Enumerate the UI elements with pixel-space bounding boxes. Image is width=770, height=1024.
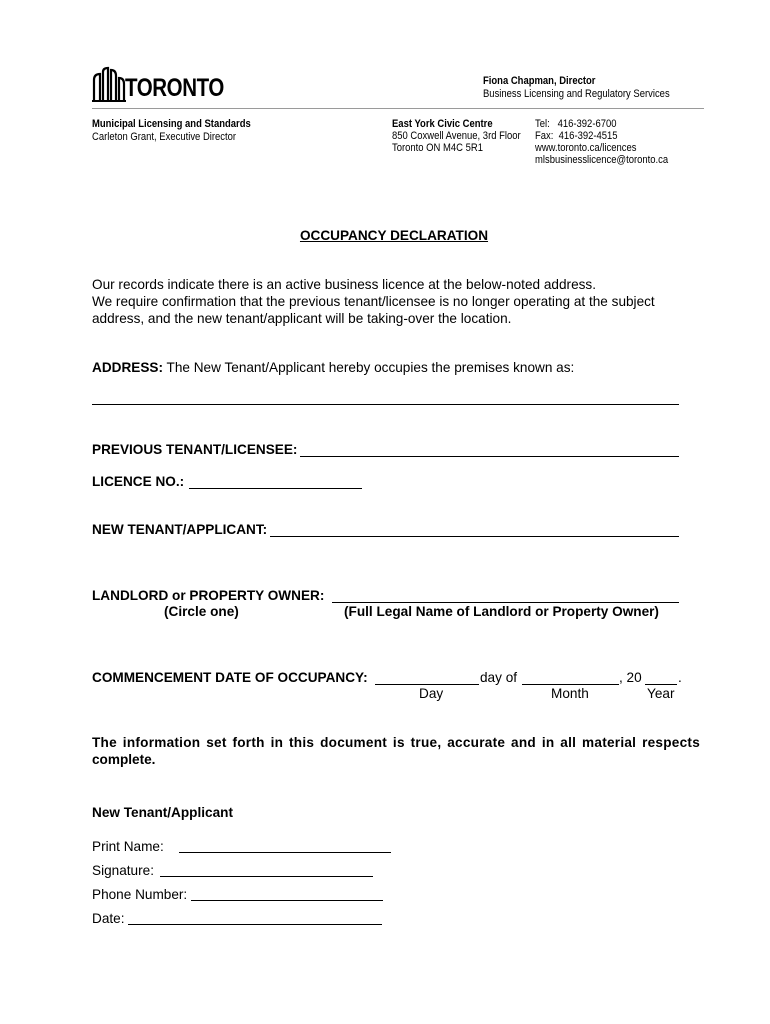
full-legal-name-caption: (Full Legal Name of Landlord or Property Owner)	[344, 604, 659, 619]
declaration-line-2: complete.	[92, 752, 156, 767]
new-tenant-field[interactable]	[270, 536, 679, 537]
landlord-field[interactable]	[332, 602, 679, 603]
toronto-logo	[92, 66, 224, 102]
address-statement	[92, 360, 574, 375]
signature-label: Signature:	[92, 863, 154, 878]
circle-one-caption: (Circle one)	[164, 604, 239, 619]
landlord-label: LANDLORD or PROPERTY OWNER:	[92, 588, 325, 603]
contact-tel: Tel: 416-392-6700	[535, 118, 617, 130]
new-tenant-label: NEW TENANT/APPLICANT:	[92, 522, 268, 537]
day-caption: Day	[419, 686, 444, 701]
city-hall-icon	[92, 66, 126, 102]
division-name: Municipal Licensing and Standards	[92, 118, 251, 130]
commencement-month-field[interactable]	[522, 684, 619, 685]
year-caption: Year	[647, 686, 675, 701]
executive-director: Carleton Grant, Executive Director	[92, 131, 237, 143]
contact-website: www.toronto.ca/licences	[535, 142, 637, 154]
phone-number-label: Phone Number:	[92, 887, 188, 902]
commencement-label: COMMENCEMENT DATE OF OCCUPANCY:	[92, 670, 368, 685]
date-field[interactable]	[128, 924, 382, 925]
year-suffix-text: .	[678, 670, 682, 685]
contact-email: mlsbusinesslicence@toronto.ca	[535, 154, 669, 166]
office-name: East York Civic Centre	[392, 118, 493, 130]
office-address-line1: 850 Coxwell Avenue, 3rd Floor	[392, 130, 521, 142]
licence-number-field[interactable]	[189, 488, 362, 489]
previous-tenant-field[interactable]	[300, 456, 679, 457]
intro-line-1: Our records indicate there is an active business licence at the below-noted address.	[92, 277, 596, 292]
licence-number-label: LICENCE NO.:	[92, 474, 185, 489]
print-name-field[interactable]	[179, 852, 391, 853]
day-of-text: day of	[480, 670, 518, 685]
intro-line-3: address, and the new tenant/applicant will be taking-over the location.	[92, 311, 512, 326]
header-divider	[92, 108, 704, 109]
contact-fax: Fax: 416-392-4515	[535, 130, 618, 142]
form-title: OCCUPANCY DECLARATION	[299, 228, 489, 243]
director-name: Fiona Chapman, Director	[483, 75, 596, 87]
address-field[interactable]	[92, 404, 679, 405]
declaration-line-1: The information set forth in this document is true, accurate and in all material respects	[92, 735, 700, 750]
signature-field[interactable]	[160, 876, 373, 877]
commencement-day-field[interactable]	[375, 684, 479, 685]
date-label: Date:	[92, 911, 125, 926]
address-text: The New Tenant/Applicant hereby occupies the premises known as:	[163, 360, 575, 375]
applicant-heading: New Tenant/Applicant	[92, 805, 233, 820]
phone-number-field[interactable]	[191, 900, 383, 901]
office-address-line2: Toronto ON M4C 5R1	[392, 142, 483, 154]
commencement-year-field[interactable]	[645, 684, 677, 685]
logo-wordmark: TORONTO	[125, 74, 224, 102]
intro-line-2: We require confirmation that the previous tenant/licensee is no longer operating at the subject	[92, 294, 655, 309]
address-label: ADDRESS:	[92, 360, 163, 375]
month-caption: Month	[551, 686, 589, 701]
previous-tenant-label: PREVIOUS TENANT/LICENSEE:	[92, 442, 298, 457]
print-name-label: Print Name:	[92, 839, 164, 854]
director-department: Business Licensing and Regulatory Services	[483, 88, 670, 100]
year-prefix-text: , 20	[619, 670, 642, 685]
